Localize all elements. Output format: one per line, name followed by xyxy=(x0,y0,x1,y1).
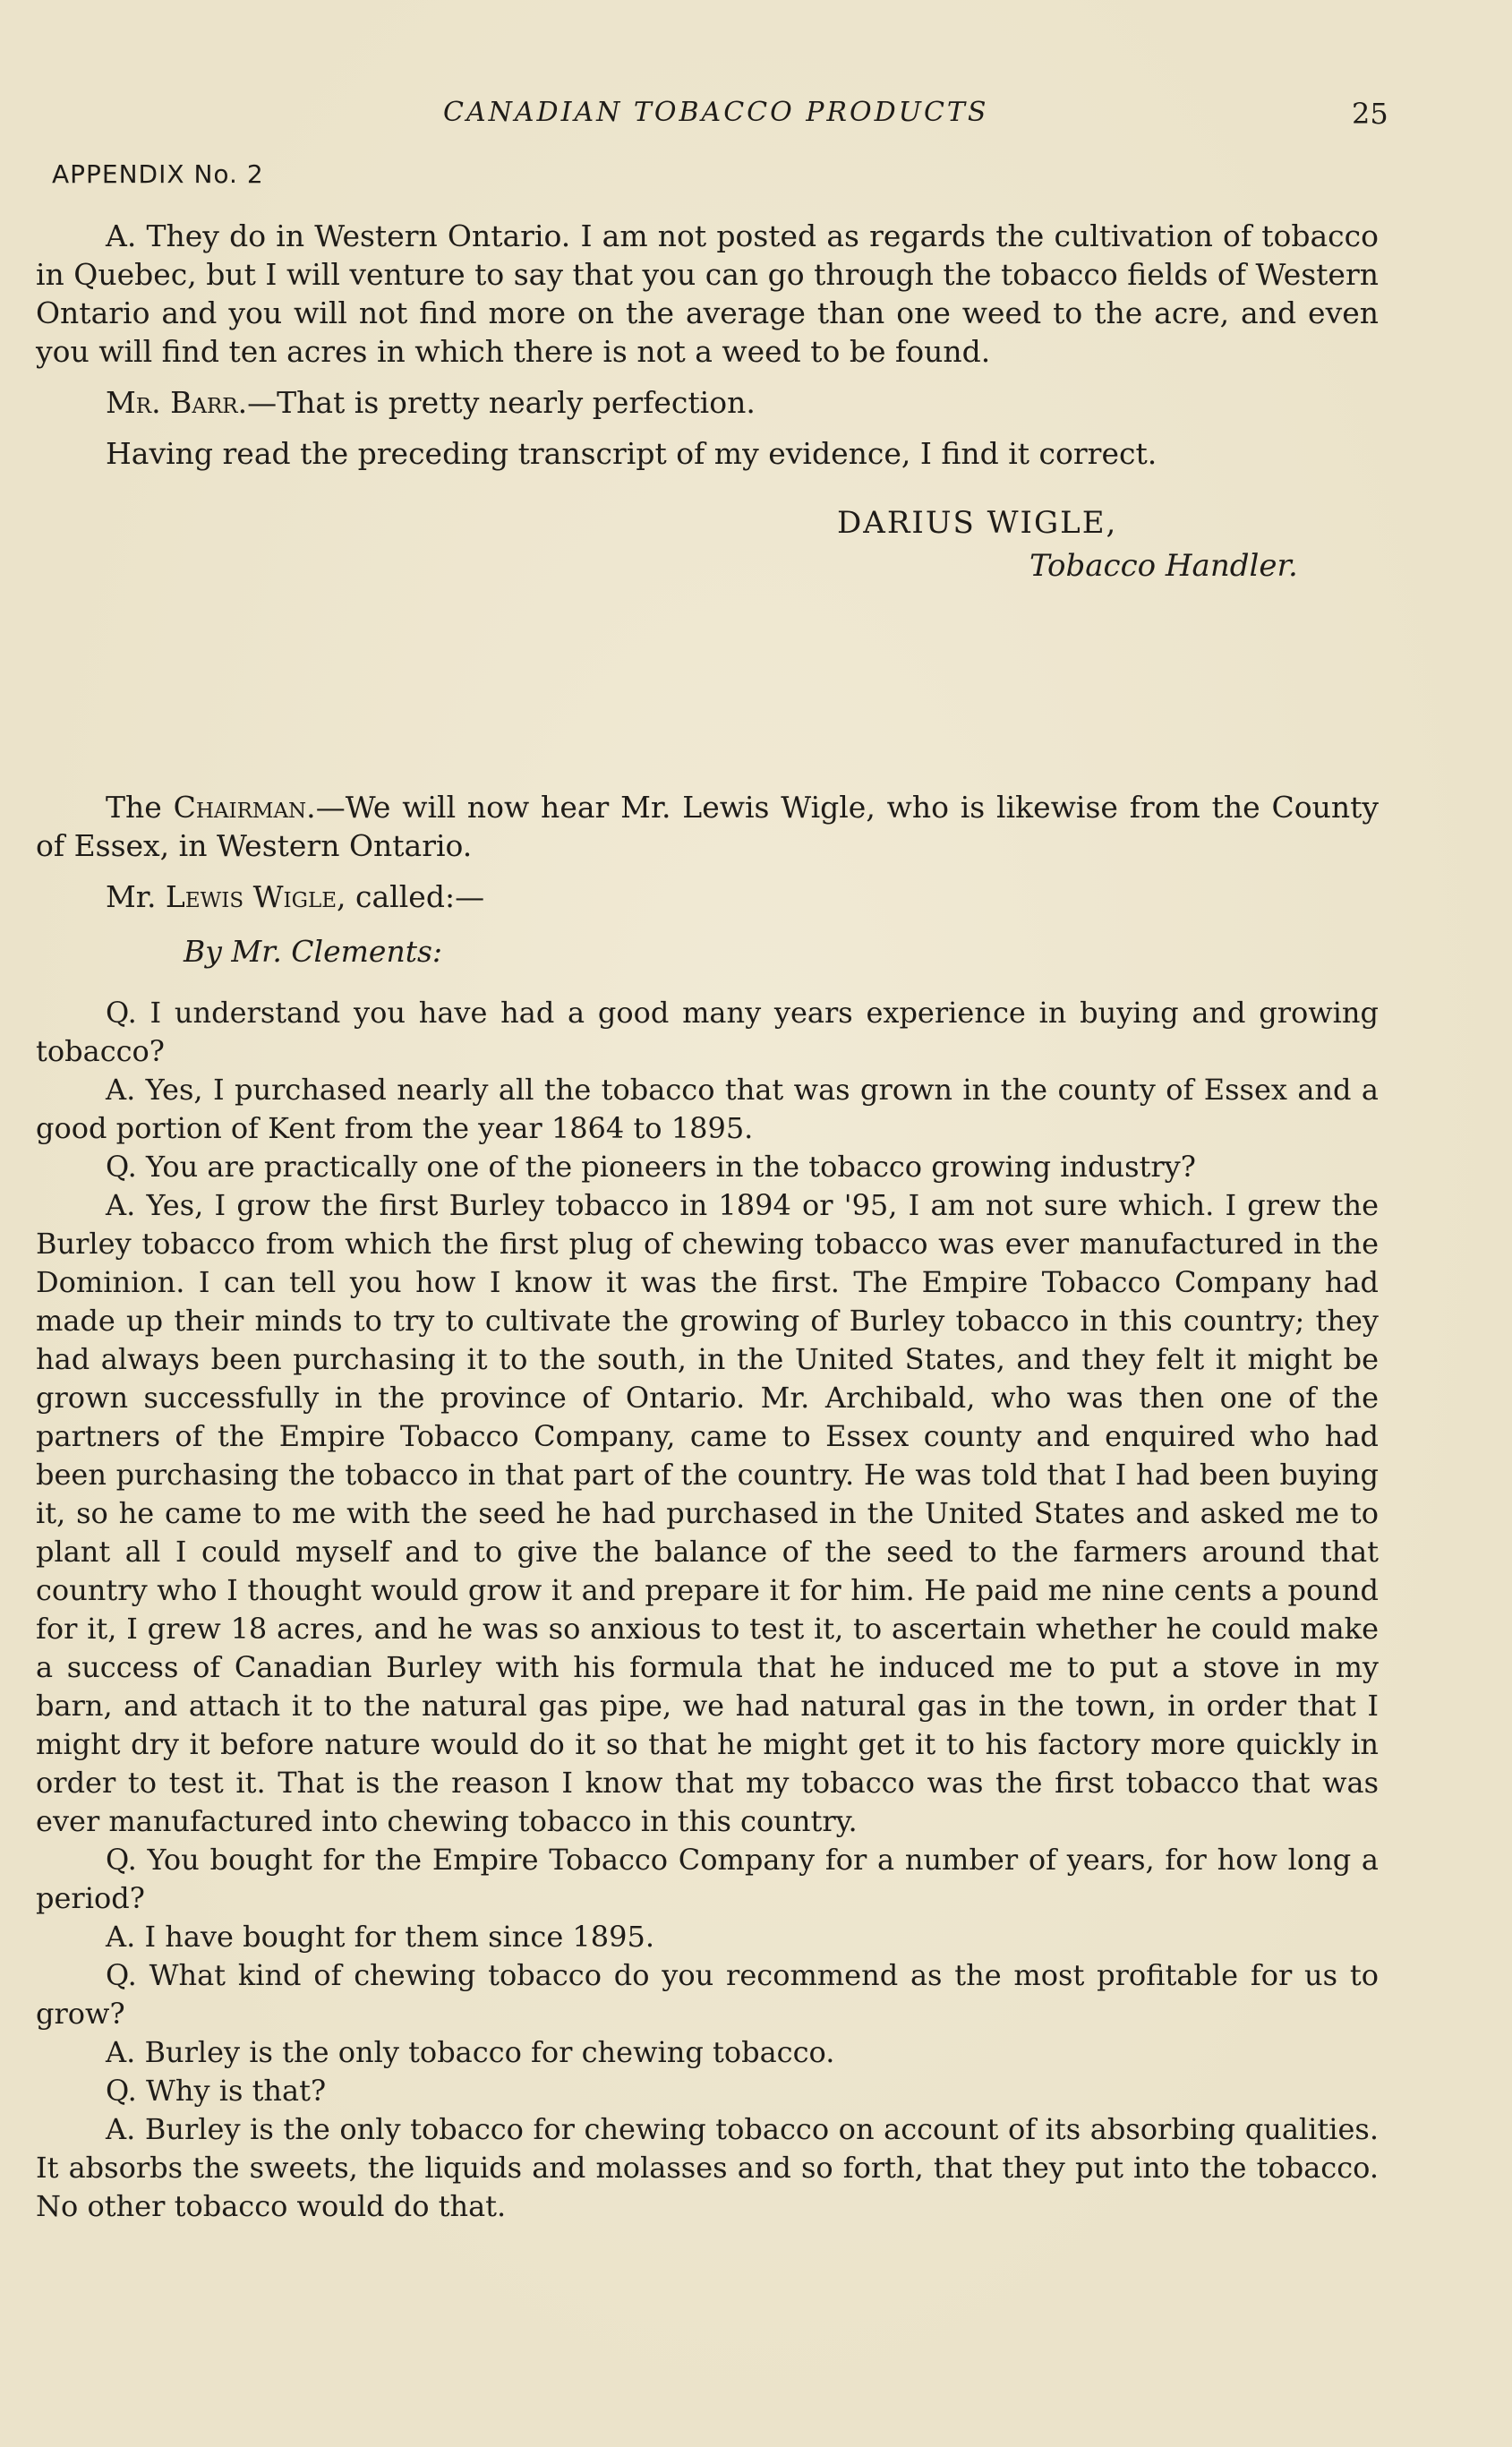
speaker-name: Chairman. xyxy=(173,790,316,825)
witness-name: Lewis Wigle xyxy=(165,879,337,914)
running-head: CANADIAN TOBACCO PRODUCTS xyxy=(443,97,989,128)
page-number: 25 xyxy=(1352,97,1388,131)
evidence-section-lewis xyxy=(36,788,1379,2226)
answer-paragraph: A. They do in Western Ontario. I am not posted as regards the cultivation of tobacco in Quebec, but I will venture to say that you can go through the tobacco fields of Western Ontario and you will not find more on the average than one weed to the acre, and even you will find ten acres in which there is not a weed to be found. xyxy=(36,218,1379,369)
qa-paragraph: A. Burley is the only tobacco for chewing tobacco. xyxy=(106,2035,835,2069)
question-answer-list xyxy=(36,994,1379,2226)
called-suffix: , called:— xyxy=(337,879,485,914)
qa-paragraph: A. Yes, I grow the first Burley tobacco in 1894 or '95, I am not sure which. I grew the Burley tobacco from which the first plug of chewing tobacco was ever manufactured in the Dominion. I can tell you how I know it was the first. The Empire Tobacco Company had made up their minds to try to cultivate the growing of Burley tobacco in this country; they had always been purchasing it to the south, in the United States, and they felt it might be grown successfully in the province of Ontario. Mr. Archibald, who was then one of the partners of the Empire Tobacco Company, came to Essex county and enquired who had been purchasing the tobacco in that part of the country. He was told that I had been buying it, so he came to me with the seed he had purchased in the United States and asked me to plant all I could myself and to give the balance of the seed to the farmers around that country who I thought would grow it and prepare it for him. He paid me nine cents a pound for it, I grew 18 acres, and he was so anxious to test it, to ascertain whether he could make a success of Canadian Burley with his formula that he induced me to put a stove in my barn, and attach it to the natural gas pipe, we had natural gas in the town, in order that I might dry it before nature would do it so that he might get it to his factory more quickly in order to test it. That is the reason I know that my tobacco was the first tobacco that was ever manufactured into chewing tobacco in this country. xyxy=(36,1188,1379,1838)
speaker-name: Mr. Barr. xyxy=(106,385,248,420)
qa-paragraph: Q. Why is that? xyxy=(106,2074,327,2108)
chairman-intro xyxy=(36,788,1379,865)
witness-called xyxy=(36,877,1379,916)
signatory-name: DARIUS WIGLE, xyxy=(837,505,1118,541)
intro-text: —We will now hear Mr. Lewis Wigle, who is likewise from the County of Essex, in Western Ontario. xyxy=(36,790,1379,863)
intro-prefix: The xyxy=(106,790,174,825)
signature-block xyxy=(837,501,1298,587)
transcript-confirmation: Having read the preceding transcript of my evidence, I find it correct. xyxy=(106,436,1157,471)
signatory-title: Tobacco Handler. xyxy=(1029,548,1298,584)
examiner-heading: By Mr. Clements: xyxy=(184,934,443,969)
barr-remark xyxy=(36,383,1379,422)
qa-paragraph: Q. You bought for the Empire Tobacco Company for a number of years, for how long a period? xyxy=(36,1843,1379,1915)
qa-paragraph: A. I have bought for them since 1895. xyxy=(106,1920,655,1954)
qa-paragraph: A. Burley is the only tobacco for chewing tobacco on account of its absorbing qualities. It absorbs the sweets, the liquids and molasses and so forth, that they put into the tobacco. No other tobacco would do that. xyxy=(36,2112,1379,2223)
remark-text: —That is pretty nearly perfection. xyxy=(247,385,756,420)
qa-paragraph: Q. You are practically one of the pioneers in the tobacco growing industry? xyxy=(106,1150,1196,1184)
appendix-label: APPENDIX No. 2 xyxy=(52,159,264,189)
qa-paragraph: A. Yes, I purchased nearly all the tobacco that was grown in the county of Essex and a good portion of Kent from the year 1864 to 1895. xyxy=(36,1073,1379,1145)
evidence-section-darius xyxy=(36,217,1379,485)
qa-paragraph: Q. What kind of chewing tobacco do you recommend as the most profitable for us to grow? xyxy=(36,1958,1379,2031)
called-prefix: Mr. xyxy=(106,879,166,914)
qa-paragraph: Q. I understand you have had a good many years experience in buying and growing tobacco? xyxy=(36,996,1379,1068)
